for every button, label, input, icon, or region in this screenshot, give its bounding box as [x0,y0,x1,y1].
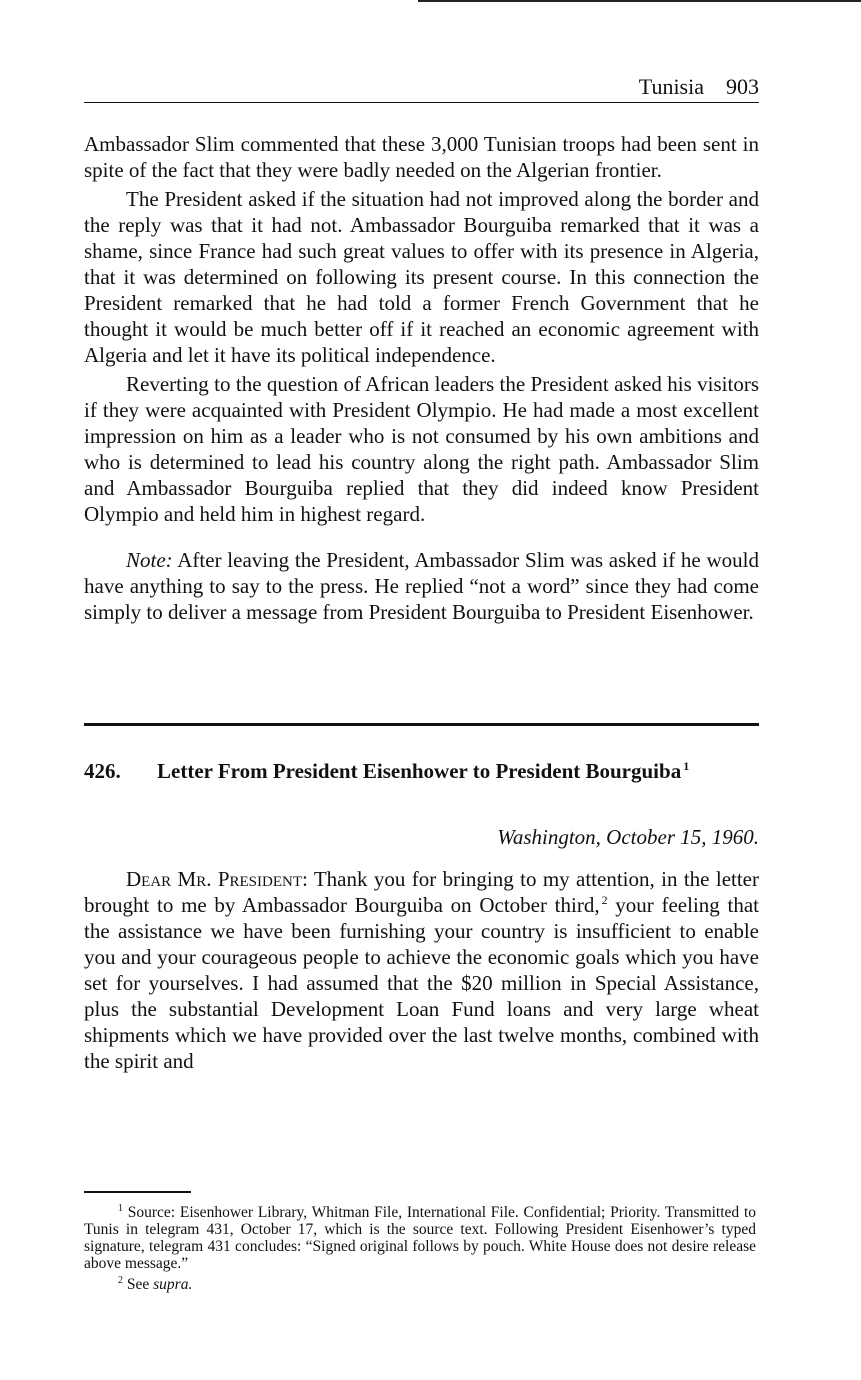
letter-text-part2: your feeling that the assistance we have been furnishing your country is insufficient to enable you and your courageous people to achieve the economic goals which you have set for yourselves. I had assumed that the $20 million in Special Assistance, plus the substantial Development Loan Fund loans and very large wheat shipments which we have provided over the last twelve months, combined with the spirit and [84,893,759,1073]
page-content [84,74,759,1074]
document-title: Letter From President Eisenhower to President Bourguiba [157,759,682,783]
footnote-prefix: See [126,1276,150,1294]
editorial-note [84,547,759,625]
document-heading [84,758,759,784]
body-text [84,131,759,625]
scan-edge-line [418,0,861,2]
paragraph: Reverting to the question of African leaders the President asked his visitors if they were acquainted with President Olympio. He had made a most excellent impression on him as a leader who is not consumed by his own ambitions and who is determined to lead his country along the right path. Ambassador Slim and Ambassador Bourguiba replied that they did indeed know President Olympio and held him in highest regard. [84,372,759,526]
running-title: Tunisia [638,74,704,99]
footnote [84,1272,756,1293]
note-text: After leaving the President, Ambassador Slim was asked if he would have anything to say to the press. He replied “not a word” since they had come simply to deliver a message from President Bourguiba to President Eisenhower. [84,548,759,624]
footnote-mark: 1 [118,1203,123,1214]
footnote-mark: 2 [118,1275,123,1287]
footnote-ref: 2 [601,893,608,907]
section-divider [84,723,759,726]
letter-text-part1: Thank you for bringing to my attention, in the letter brought to me by Ambassador Bourguiba on October third, [84,867,759,917]
footnotes [84,1200,756,1293]
footnote-ref: 1 [683,759,690,773]
document-number: 426. [84,759,121,783]
footnote-text: Source: Eisenhower Library, Whitman File, International File. Confidential; Priority. Transmitted to Tunis in telegram 431, October 17, which is the source text. Following President Eisenhower’s typed signature, telegram 431 concludes: “Signed original follows by pouch. White House does not desire release above message.” [84,1204,756,1273]
dateline: Washington, October 15, 1960. [497,825,759,849]
running-header [84,74,759,103]
note-label: Note: [126,548,173,572]
document-title-wrap [157,758,689,784]
letter-body [84,866,759,1074]
page-number: 903 [726,74,759,99]
paragraph: The President asked if the situation had not improved along the border and the reply was that it had not. Ambassador Bourguiba remarked that it was a shame, since France had such great values to offer with its presence in Algeria, that it was determined on following its present course. In this connection the President remarked that he had told a former French Government that he thought it would be much better off if it reached an economic agreement with Algeria and let it have its political independence. [84,187,759,367]
footnote [84,1200,756,1272]
salutation: Dear Mr. President: [126,867,308,891]
footnote-rule [84,1191,191,1193]
footnote-italic: supra. [153,1276,193,1294]
paragraph: Ambassador Slim commented that these 3,000 Tunisian troops had been sent in spite of the fact that they were badly needed on the Algerian frontier. [84,132,759,182]
